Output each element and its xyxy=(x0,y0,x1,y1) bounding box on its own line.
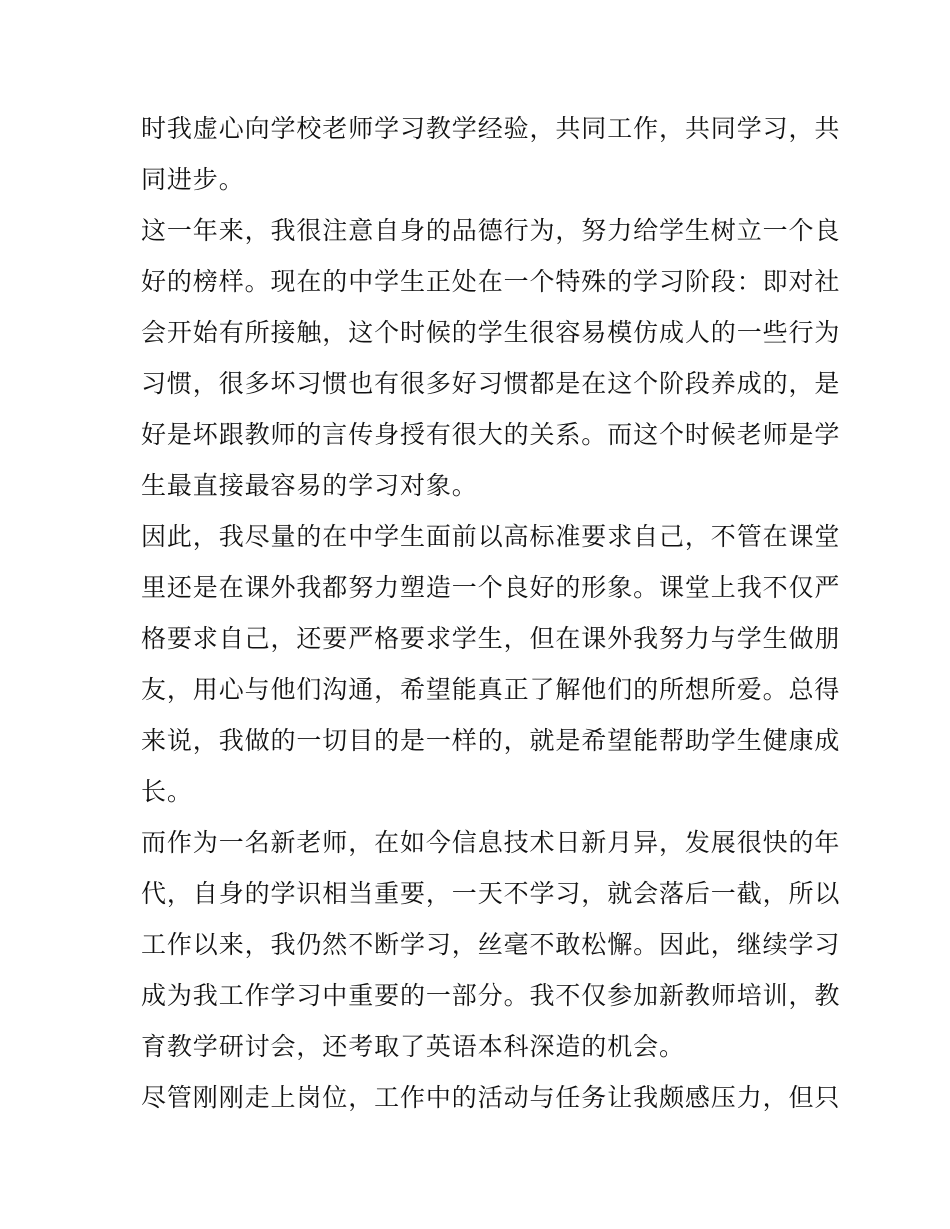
text-line: 长。 xyxy=(141,777,193,806)
text-line: 好是坏跟教师的言传身授有很大的关系。而这个时候老师是学 xyxy=(141,420,841,449)
text-line: 习惯，很多坏习惯也有很多好习惯都是在这个阶段养成的，是 xyxy=(141,369,841,398)
text-line: 好的榜样。现在的中学生正处在一个特殊的学习阶段：即对社 xyxy=(141,267,841,296)
text-line: 同进步。 xyxy=(141,165,245,194)
text-line: 生最直接最容易的学习对象。 xyxy=(141,471,478,500)
text-line: 友，用心与他们沟通，希望能真正了解他们的所想所爱。总得 xyxy=(141,675,841,704)
text-line: 尽管刚刚走上岗位，工作中的活动与任务让我颇感压力，但只 xyxy=(141,1083,841,1112)
text-line: 而作为一名新老师，在如今信息技术日新月异，发展很快的年 xyxy=(141,828,841,857)
text-line: 这一年来，我很注意自身的品德行为，努力给学生树立一个良 xyxy=(141,216,841,245)
text-line: 工作以来，我仍然不断学习，丝毫不敢松懈。因此，继续学习 xyxy=(141,930,841,959)
text-line: 时我虚心向学校老师学习教学经验，共同工作，共同学习，共 xyxy=(141,114,841,143)
text-line: 来说，我做的一切目的是一样的，就是希望能帮助学生健康成 xyxy=(141,726,841,755)
text-line: 会开始有所接触，这个时候的学生很容易模仿成人的一些行为 xyxy=(141,318,841,347)
text-line: 育教学研讨会，还考取了英语本科深造的机会。 xyxy=(141,1032,685,1061)
text-line: 格要求自己，还要严格要求学生，但在课外我努力与学生做朋 xyxy=(141,624,841,653)
text-line: 因此，我尽量的在中学生面前以高标准要求自己，不管在课堂 xyxy=(141,522,841,551)
text-line: 成为我工作学习中重要的一部分。我不仅参加新教师培训，教 xyxy=(141,981,841,1010)
text-line: 里还是在课外我都努力塑造一个良好的形象。课堂上我不仅严 xyxy=(141,573,841,602)
text-line: 代，自身的学识相当重要，一天不学习，就会落后一截，所以 xyxy=(141,879,841,908)
